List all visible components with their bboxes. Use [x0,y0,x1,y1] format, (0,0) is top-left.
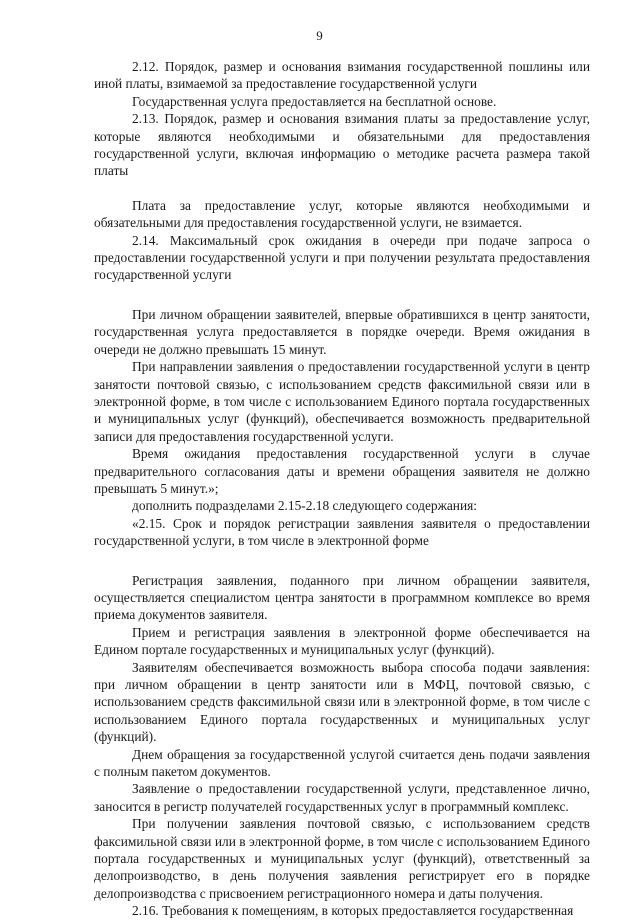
section-heading-2-15: «2.15. Срок и порядок регистрации заявления заявителя о предоставлении государственной услуги, в том числе в электронной форме [94,515,590,549]
paragraph: Плата за предоставление услуг, которые являются необходимыми и обязательными для предоставления государственной услуги, не взимается. [94,197,590,231]
section-heading-2-13: 2.13. Порядок, размер и основания взимания платы за предоставление услуг, которые являются необходимыми и обязательными для предоставления государственной услуги, включая информацию о методике расчета размера такой платы [94,111,590,179]
paragraph: дополнить подразделами 2.15-2.18 следующего содержания: [132,498,478,514]
paragraph: Государственная услуга предоставляется на бесплатной основе. [132,93,497,109]
section-heading-2-14: 2.14. Максимальный срок ожидания в очереди при подаче запроса о предоставлении государственной услуги и при получении результата предоставления государственной услуги [94,232,590,283]
paragraph: При направлении заявления о предоставлении государственной услуги в центр занятости почтовой связью, с использованием средств факсимильной связи или в электронной форме, в том числе с использованием Единого портала государственных и муниципальных услуг (функций), обеспечивается возможность предварительной записи для предоставления государственной услуги. [94,359,590,444]
paragraph: Днем обращения за государственной услугой считается день подачи заявления с полным пакетом документов. [94,746,590,780]
section-heading-2-12: 2.12. Порядок, размер и основания взимания государственной пошлины или иной платы, взимаемой за предоставление государственной услуги [94,59,590,92]
document-body [94,58,590,920]
paragraph: Прием и регистрация заявления в электронной форме обеспечивается на Едином портале государственных и муниципальных услуг (функций). [94,624,590,658]
paragraph: При личном обращении заявителей, впервые обратившихся в центр занятости, государственная услуга предоставляется в порядке очереди. Время ожидания в очереди не должно превышать 15 минут. [94,306,590,357]
paragraph: Заявителям обеспечивается возможность выбора способа подачи заявления: при личном обращении в центр занятости или в МФЦ, почтовой связью, с использованием средств факсимильной связи или в электронной форме, в том числе с использованием Единого портала государственных и муниципальных услуг (функций). [94,659,590,745]
paragraph: Время ожидания предоставления государственной услуги в случае предварительного согласования даты и времени обращения заявителя не должно превышать 5 минут.»; [94,446,590,496]
paragraph: Заявление о предоставлении государственной услуги, представленное лично, заносится в регистр получателей государственных услуг в программный комплекс. [94,781,590,814]
paragraph: Регистрация заявления, поданного при личном обращении заявителя, осуществляется специалистом центра занятости в программном комплексе во время приема документов заявителя. [94,572,590,623]
section-heading-2-16: 2.16. Требования к помещениям, в которых предоставляется государственная [132,903,574,919]
paragraph: При получении заявления почтовой связью, с использованием средств факсимильной связи или в электронной форме, в том числе с использованием Единого портала государственных и муниципальных услуг (функций), ответственный за делопроизводство, в день получения заявления регистрирует его в порядке делопроизводства с присвоением регистрационного номера и даты получения. [94,816,590,901]
page-number: 9 [316,28,323,43]
